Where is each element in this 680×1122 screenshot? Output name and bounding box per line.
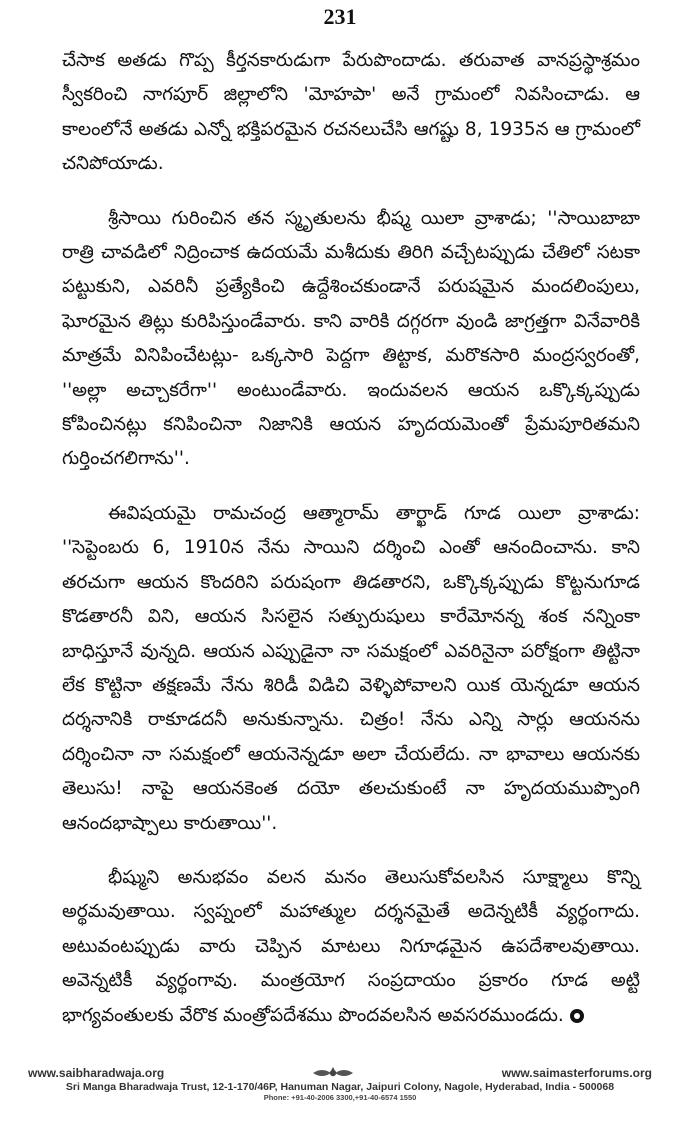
- paragraph-4: [62, 861, 640, 1033]
- footer-address: Sri Manga Bharadwaja Trust, 12-1-170/46P, Hanuman Nagar, Jaipuri Colony, Nagole, Hyderabad, India - 500068: [65, 1081, 615, 1093]
- page-footer: [28, 1066, 652, 1122]
- paragraph-2: శ్రీసాయి గురించిన తన స్మృతులను భీష్మ యిలా వ్రాశాడు; ''సాయిబాబా రాత్రి చావడిలో నిద్రించాక ఉదయమే మశీదుకు తిరిగి వచ్చేటప్పుడు చేతిలో సటకా పట్టుకుని, ఎవరినీ ప్రత్యేకించి ఉద్దేశించకుండానే పరుషమైన మందలింపులు, ఘోరమైన తిట్లు కురిపిస్తుండేవారు. కాని వారికి దగ్గరగా వుండి జాగ్రత్తగా వినేవారికి మాత్రమే వినిపించేటట్లు- ఒక్కసారి పెద్దగా తిట్టాక, మరొకసారి మంద్రస్వరంతో, ''అల్లా అచ్చాకరేగా'' అంటుండేవారు. ఇందువలన ఆయన ఒక్కొక్కప్పుడు కోపించినట్లు కనిపించినా నిజానికి ఆయన హృదయమెంతో ప్రేమపూరితమని గుర్తించగలిగాను''.: [62, 207, 640, 470]
- footer-left-url[interactable]: www.saibharadwaja.org: [28, 1066, 165, 1080]
- trust-emblem-icon: [311, 1066, 355, 1080]
- page-number: 231: [323, 4, 357, 29]
- footer-row: [28, 1066, 652, 1080]
- footer-right-url[interactable]: www.saimasterforums.org: [501, 1066, 652, 1080]
- paragraph-3: ఈవిషయమై రామచంద్ర ఆత్మారామ్ తార్ఖాడ్ గూడ యిలా వ్రాశాడు: ''సెప్టెంబరు 6, 1910న నేను సాయిని దర్శించి ఎంతో ఆనందించాను. కాని తరచుగా ఆయన కొందరిని పరుషంగా తిడతారని, ఒక్కొక్కప్పుడు కొట్టనుగూడ కొడతారనీ విని, ఆయన సిసలైన సత్పురుషులు కారేమోనన్న శంక నన్నింకా బాధిస్తూనే వున్నది. ఆయన ఎప్పుడైనా నా సమక్షంలో ఎవరినైనా పరోక్షంగా తిట్టినా లేక కొట్టినా తక్షణమే నేను శిరిడీ విడిచి వెళ్ళిపోవాలని యిక యెన్నడూ ఆయన దర్శనానికి రాకూడదనీ అనుకున్నాను. చిత్రం! నేను ఎన్ని సార్లు ఆయనను దర్శించినా నా సమక్షంలో ఆయనెన్నడూ అలా చేయలేదు. నా భావాలు ఆయనకు తెలుసు! నాపై ఆయనకెంత దయో తలచుకుంటే నా హృదయముప్పొంగి ఆనందభాష్పాలు కారుతాయి''.: [62, 502, 640, 834]
- body-text: [62, 44, 640, 1033]
- footer-phone: Phone: +91-40-2006 3300,+91-40-6574 1550: [263, 1093, 417, 1102]
- end-of-section-icon: [570, 1009, 584, 1023]
- paragraph-1: చేసాక అతడు గొప్ప కీర్తనకారుడుగా పేరుపొందాడు. తరువాత వానప్రస్థాశ్రమం స్వీకరించి నాగపూర్ జిల్లాలోని 'మోహపా' అనే గ్రామంలో నివసించాడు. ఆ కాలంలోనే అతడు ఎన్నో భక్తిపరమైన రచనలుచేసి ఆగష్టు 8, 1935న ఆ గ్రామంలో చనిపోయాడు.: [62, 50, 640, 175]
- paragraph-4-text: భీష్ముని అనుభవం వలన మనం తెలుసుకోవలసిన సూక్ష్మాలు కొన్ని అర్థమవుతాయి. స్వప్నంలో మహాత్ముల దర్శనమైతే అదెన్నటికీ వ్యర్థంగాదు. అటువంటప్పుడు వారు చెప్పిన మాటలు నిగూఢమైన ఉపదేశాలవుతాయి. అవెన్నటికీ వ్యర్థంగావు. మంత్రయోగ సంప్రదాయం ప్రకారం గూడ అట్టి భాగ్యవంతులకు వేరొక మంత్రోపదేశము పొందవలసిన అవసరముండదు.: [62, 866, 640, 1026]
